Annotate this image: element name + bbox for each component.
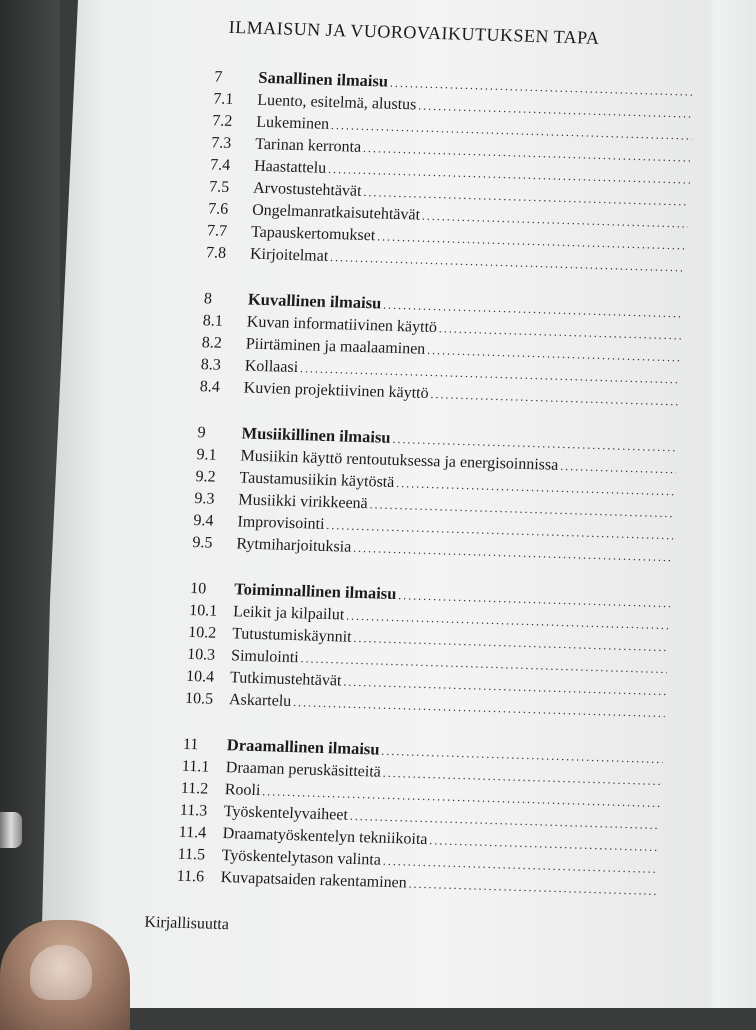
toc-number: 7.1	[212, 90, 234, 109]
toc-title: Sanallinen ilmaisu	[257, 67, 389, 91]
toc-number: 7.2	[211, 112, 233, 131]
toc-number: 11.4	[178, 823, 207, 842]
toc-number: 11	[182, 735, 199, 754]
toc-number: 10.3	[186, 645, 216, 664]
toc-number: 9.1	[196, 446, 217, 464]
toc-number: 10.5	[184, 689, 214, 708]
toc-number: 10	[189, 579, 207, 598]
toc-number: 11.2	[180, 779, 209, 798]
dot-leader	[293, 695, 665, 720]
dot-leader	[353, 541, 673, 564]
toc-title: Draamatyöskentelyn tekniikoita	[222, 825, 428, 849]
toc-number: 7	[213, 68, 223, 86]
toc-title: Kuvan informatiivinen käyttö	[246, 313, 438, 337]
toc-title: Tutkimustehtävät	[229, 669, 342, 690]
toc-number: 9.2	[195, 468, 216, 486]
toc-title: Kuvapatsaiden rakentaminen	[220, 869, 408, 892]
toc-title: Tutustumiskäynnit	[231, 625, 352, 646]
toc-number: 9.4	[193, 512, 214, 530]
toc-number: 8.1	[202, 312, 224, 330]
toc-number: 11.5	[177, 845, 206, 864]
toc-title: Musiikillinen ilmaisu	[241, 423, 392, 447]
dot-leader	[330, 250, 686, 275]
toc-footer-entry: Kirjallisuutta	[144, 913, 230, 934]
toc-number: 7.7	[206, 222, 228, 240]
toc-title: Tarinan kerronta	[254, 135, 362, 156]
toc-title: Draaman peruskäsitteitä	[225, 759, 382, 781]
toc-number: 10.1	[188, 601, 218, 620]
toc-title: Taustamusiikin käytöstä	[239, 469, 395, 491]
toc-number: 9	[197, 424, 207, 442]
toc-title: Improvisointi	[237, 513, 325, 533]
toc-number: 7.4	[209, 156, 231, 174]
toc-title: Draamallinen ilmaisu	[226, 735, 380, 759]
toc-title: Musiikin käyttö rentoutuksessa ja energisoinnissa	[240, 447, 559, 474]
toc-title: Simulointi	[230, 647, 300, 667]
toc-number: 11.1	[181, 757, 210, 776]
toc-title: Musiikki virikkeenä	[238, 491, 369, 513]
toc-title: Lukeminen	[255, 113, 330, 133]
toc-title: Kuvien projektiivinen käyttö	[243, 379, 429, 402]
toc-number: 7.5	[208, 178, 230, 196]
toc-title: Rooli	[224, 781, 261, 800]
dot-leader	[408, 877, 656, 898]
toc-number: 8.2	[201, 334, 223, 352]
dot-leader	[430, 387, 680, 408]
toc-title: Kuvallinen ilmaisu	[247, 289, 382, 313]
toc-title: Ongelmanratkaisutehtävät	[251, 201, 421, 224]
toc-number: 8.3	[200, 356, 222, 374]
toc-number: 9.3	[194, 490, 215, 508]
toc-number: 11.6	[176, 867, 205, 886]
toc-title: Arvostustehtävät	[252, 179, 362, 200]
dot-leader	[560, 459, 677, 476]
toc-title: Tapauskertomukset	[250, 223, 376, 245]
thumbnail-nail	[30, 945, 92, 1000]
toc-title: Luento, esitelmä, alustus	[256, 91, 417, 114]
toc-title: Rytmiharjoituksia	[236, 535, 352, 556]
toc-title: Haastattelu	[253, 157, 327, 177]
running-header: ILMAISUN JA VUOROVAIKUTUKSEN TAPA	[228, 16, 601, 48]
toc-title: Toiminnallinen ilmaisu	[233, 579, 397, 604]
toc-number: 10.4	[185, 667, 215, 686]
toc-title: Kirjoitelmat	[249, 245, 329, 265]
toc-title: Työskentelyvaiheet	[223, 803, 349, 824]
toc-number: 8	[203, 290, 213, 308]
toc-title: Kollaasi	[244, 357, 299, 377]
toc-number: 7.6	[207, 200, 229, 218]
toc-title: Leikit ja kilpailut	[232, 603, 345, 624]
toc-title: Askartelu	[228, 691, 292, 711]
toc-title: Työskentelytason valinta	[221, 847, 382, 869]
toc-number: 9.5	[192, 534, 213, 552]
toc-number: 11.3	[179, 801, 208, 820]
toc-number: 8.4	[199, 378, 221, 396]
toc-number: 7.8	[205, 244, 227, 262]
toc-number: 10.2	[187, 623, 217, 642]
toc-title: Piirtäminen ja maalaaminen	[245, 335, 426, 358]
toc-number: 7.3	[210, 134, 232, 152]
